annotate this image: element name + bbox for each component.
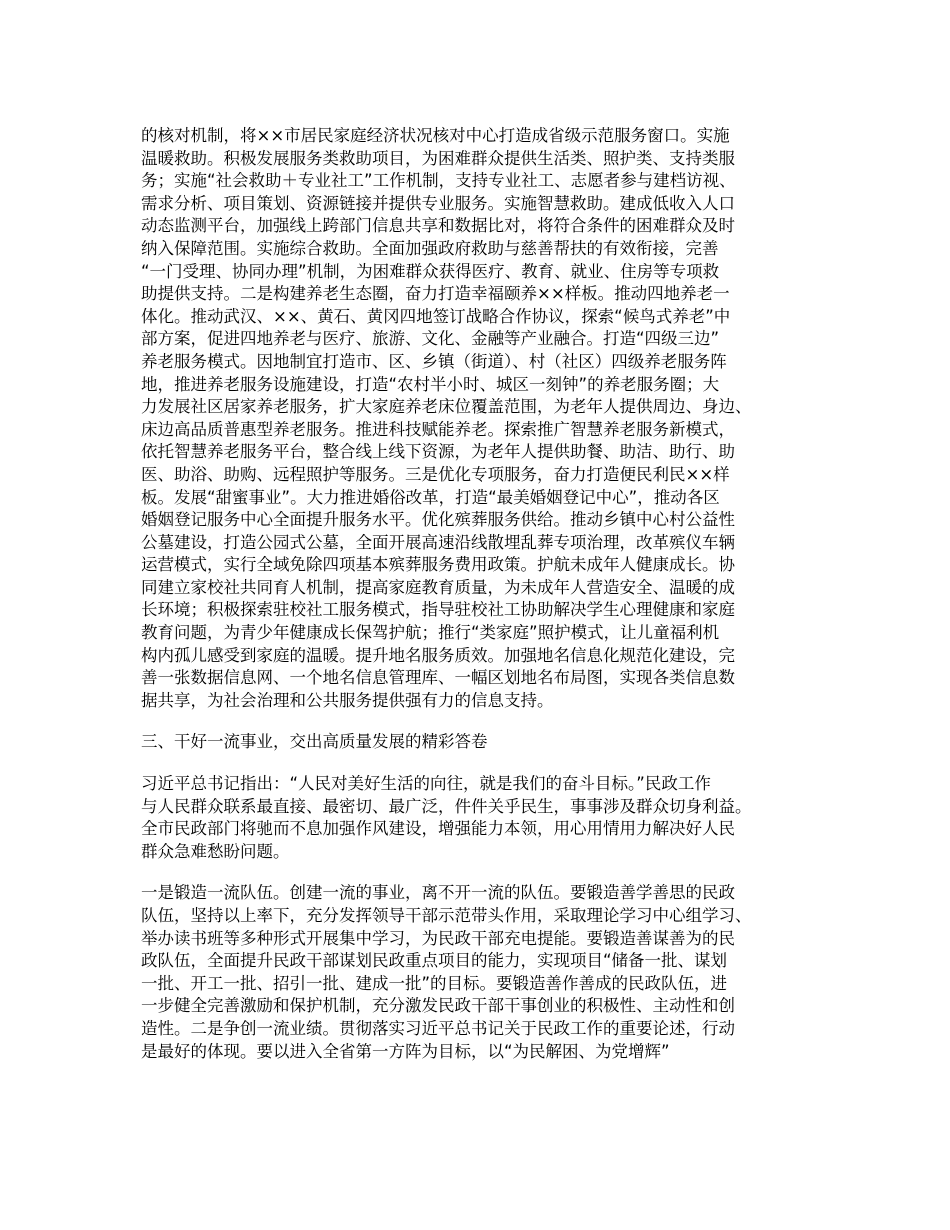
text-line: 力发展社区居家养老服务，扩大家庭养老床位覆盖范围，为老年人提供周边、身边、 [141,397,752,417]
text-line: 板。发展“甜蜜事业”。大力推进婚俗改革，打造“最美婚姻登记中心”，推动各区 [141,487,720,507]
text-line: 与人民群众联系最直接、最密切、最广泛，件件关乎民生，事事涉及群众切身利益。 [141,796,752,816]
text-line: 医、助浴、助购、远程照护等服务。三是优化专项服务，奋力打造便民利民××样 [141,464,730,484]
paragraph-gap [141,754,821,773]
text-line: 依托智慧养老服务平台，整合线上线下资源，为老年人提供助餐、助洁、助行、助 [141,442,735,462]
paragraph-gap [141,863,821,882]
text-line: 据共享，为社会治理和公共服务提供强有力的信息支持。 [141,690,554,710]
text-line: 一是锻造一流队伍。创建一流的事业，离不开一流的队伍。要锻造善学善思的民政 [141,883,735,903]
text-line: 同建立家校社共同育人机制，提高家庭教育质量，为未成年人营造安全、温暖的成 [141,577,735,597]
text-line: 地，推进养老服务设施建设，打造“农村半小时、城区一刻钟”的养老服务圈；大 [141,374,720,394]
text-line: 纳入保障范围。实施综合救助。全面加强政府救助与慈善帮扶的有效衔接，完善 [141,238,719,258]
text-line: 体化。推动武汉、××、黄石、黄冈四地签订战略合作协议，探索“候鸟式养老”中 [141,306,731,326]
text-line: 构内孤儿感受到家庭的温暖。提升地名服务质效。加强地名信息化规范化建设，完 [141,645,735,665]
paragraph [141,882,821,1063]
text-line: 温暖救助。积极发展服务类救助项目，为困难群众提供生活类、照护类、支持类服 [141,148,735,168]
section-heading [141,731,821,754]
text-line: 部方案，促进四地养老与医疗、旅游、文化、金融等产业融合。打造“四级三边” [141,329,720,349]
text-line: 三、干好一流事业，交出高质量发展的精彩答卷 [141,732,488,752]
text-line: 动态监测平台，加强线上跨部门信息共享和数据比对，将符合条件的困难群众及时 [141,216,735,236]
paragraph-gap [141,712,821,731]
text-line: 公墓建设，打造公园式公墓，全面开展高速沿线散埋乱葬专项治理，改革殡仪车辆 [141,532,735,552]
text-line: 养老服务模式。因地制宜打造市、区、乡镇（街道）、村（社区）四级养老服务阵 [141,351,727,371]
text-line: “一门受理、协同办理”机制，为困难群众获得医疗、教育、就业、住房等专项救 [141,261,720,281]
text-line: 运营模式，实行全域免除四项基本殡葬服务费用政策。护航未成年人健康成长。协 [141,555,735,575]
text-line: 习近平总书记指出：“人民对美好生活的向往，就是我们的奋斗目标。”民政工作 [141,774,711,794]
text-line: 床边高品质普惠型养老服务。推进科技赋能养老。探索推广智慧养老服务新模式， [141,419,735,439]
text-line: 长环境；积极探索驻校社工服务模式，指导驻校社工协助解决学生心理健康和家庭 [141,600,735,620]
text-line: 善一张数据信息网、一个地名信息管理库、一幅区划地名布局图，实现各类信息数 [141,668,735,688]
text-line: 是最好的体现。要以进入全省第一方阵为目标，以“为民解困、为党增辉” [141,1041,670,1061]
text-line: 的核对机制，将××市居民家庭经济状况核对中心打造成省级示范服务窗口。实施 [141,126,730,145]
text-line: 举办读书班等多种形式开展集中学习，为民政干部充电提能。要锻造善谋善为的民 [141,928,735,948]
text-line: 需求分析、项目策划、资源链接并提供专业服务。实施智慧救助。建成低收入人口 [141,193,735,213]
text-line: 造性。二是争创一流业绩。贯彻落实习近平总书记关于民政工作的重要论述，行动 [141,1018,735,1038]
text-line: 队伍，坚持以上率下，充分发挥领导干部示范带头作用，采取理论学习中心组学习、 [141,906,752,925]
text-line: 群众急难愁盼问题。 [141,841,290,861]
text-line: 政队伍，全面提升民政干部谋划民政重点项目的能力，实现项目“储备一批、谋划 [141,951,728,971]
text-line: 助提供支持。二是构建养老生态圈，奋力打造幸福颐养××样板。推动四地养老一 [141,284,730,304]
paragraph [141,125,821,712]
text-line: 婚姻登记服务中心全面提升服务水平。优化殡葬服务供给。推动乡镇中心村公益性 [141,510,735,530]
text-line: 一步健全完善激励和保护机制，充分激发民政干部干事创业的积极性、主动性和创 [141,996,735,1016]
text-line: 教育问题，为青少年健康成长保驾护航；推行“类家庭”照护模式，让儿童福利机 [141,623,720,643]
document-body [141,125,821,1063]
paragraph [141,773,821,863]
text-line: 全市民政部门将驰而不息加强作风建设，增强能力本领，用心用情用力解决好人民 [141,819,735,839]
text-line: 一批、开工一批、招引一批、建成一批”的目标。要锻造善作善成的民政队伍，进 [141,973,728,993]
text-line: 务；实施“社会救助＋专业社工”工作机制，支持专业社工、志愿者参与建档访视、 [141,171,736,191]
